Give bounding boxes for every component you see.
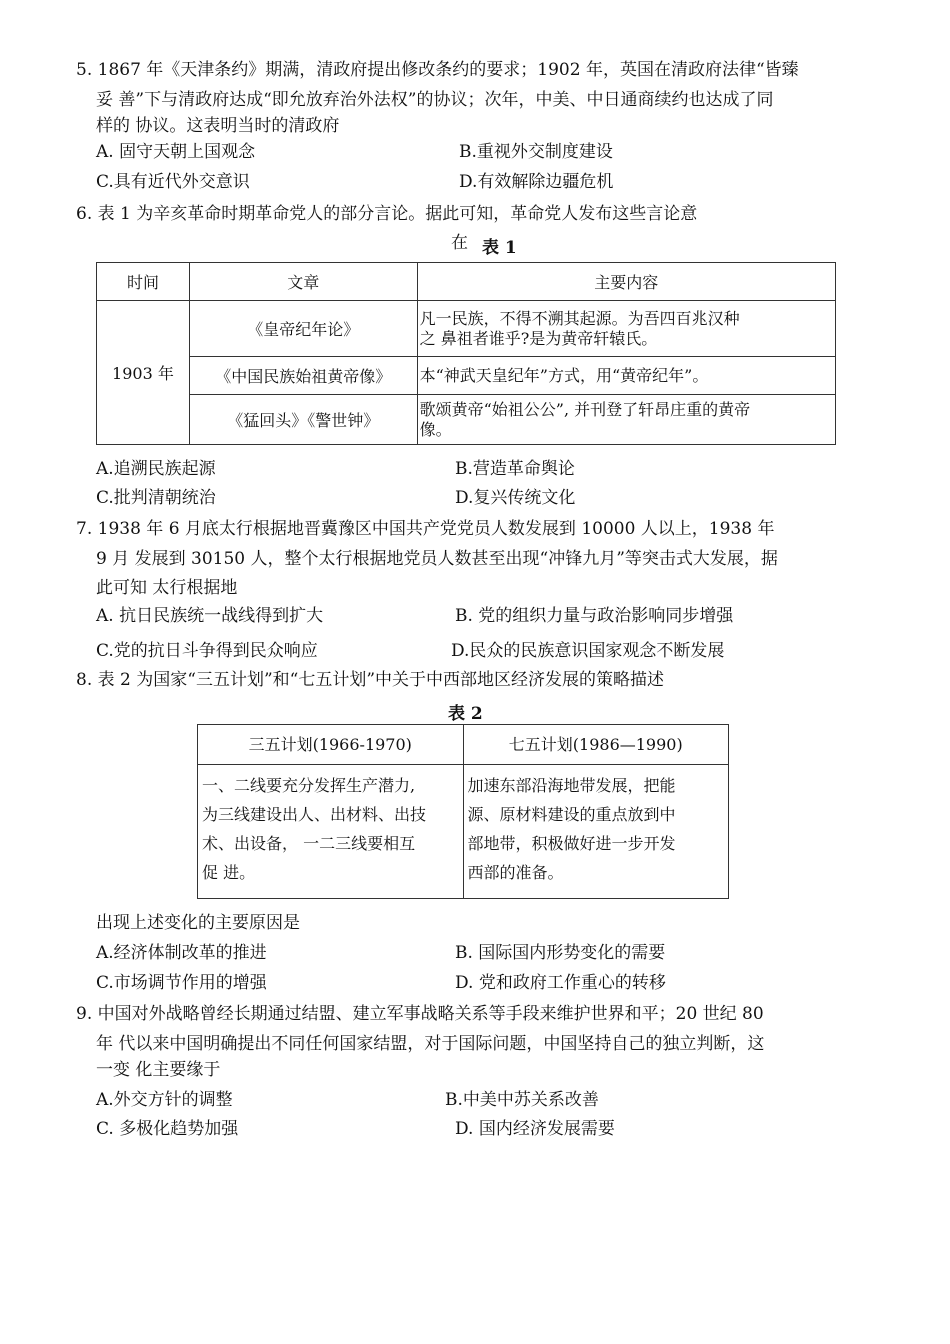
q5-option-a[interactable]: A. 固守天朝上国观念 xyxy=(96,142,256,162)
q9-option-c[interactable]: C. 多极化趋势加强 xyxy=(96,1119,239,1139)
q6-stem-continuation: 在 xyxy=(451,233,468,253)
table-1-header-row xyxy=(97,263,836,301)
table-1-article: 《皇帝纪年论》 xyxy=(189,301,417,357)
table-1-content-line: 凡一民族，不得不溯其起源。为吾四百兆汉种 xyxy=(419,308,740,328)
table-1-article: 《中国民族始祖黄帝像》 xyxy=(189,357,417,395)
table-1-header-content: 主要内容 xyxy=(417,263,835,301)
table-1-content: 本“神武天皇纪年”方式，用“黄帝纪年”。 xyxy=(417,357,835,395)
q7-stem-line-3: 此可知 太行根据地 xyxy=(96,578,238,598)
q7-stem-line-1: 7. 1938 年 6 月底太行根据地晋冀豫区中国共产党党员人数发展到 10000 人以上，1938 年 xyxy=(76,519,775,539)
table-row xyxy=(97,301,836,357)
table-1-content xyxy=(417,395,835,445)
table-2-right-line: 西部的准备。 xyxy=(467,863,564,882)
table-2-right-cell xyxy=(463,765,729,899)
q9-stem-line-3: 一变 化主要缘于 xyxy=(96,1060,221,1080)
table-1-caption: 表 1 xyxy=(482,238,517,258)
table-1-year: 1903 年 xyxy=(97,301,190,445)
table-1-content-line: 歌颂黄帝“始祖公公”, 并刊登了轩昂庄重的黄帝 xyxy=(419,399,751,419)
table-2-left-line: 为三线建设出人、出材料、出技 xyxy=(202,805,427,824)
q8-option-d[interactable]: D. 党和政府工作重心的转移 xyxy=(455,973,666,993)
q6-option-d[interactable]: D.复兴传统文化 xyxy=(455,488,576,508)
table-2-left-line: 促 进。 xyxy=(202,863,256,882)
table-2-caption: 表 2 xyxy=(448,704,483,724)
q9-option-d[interactable]: D. 国内经济发展需要 xyxy=(455,1119,615,1139)
q5-option-c[interactable]: C.具有近代外交意识 xyxy=(96,172,250,192)
table-2-header-left: 三五计划(1966-1970) xyxy=(198,725,464,765)
q6-option-a[interactable]: A.追溯民族起源 xyxy=(96,459,216,479)
q9-option-a[interactable]: A.外交方针的调整 xyxy=(96,1090,233,1110)
table-row xyxy=(198,765,729,899)
table-2-left-line: 术、出设备， 一二三线要相互 xyxy=(202,834,416,853)
q5-stem-line-1: 5. 1867 年《天津条约》期满，清政府提出修改条约的要求；1902 年，英国在清政府法律“皆臻 xyxy=(76,60,799,80)
table-row xyxy=(97,395,836,445)
table-1-content xyxy=(417,301,835,357)
q8-follow-up: 出现上述变化的主要原因是 xyxy=(96,913,300,933)
q7-option-d[interactable]: D.民众的民族意识国家观念不断发展 xyxy=(451,641,725,661)
table-2-header-right: 七五计划(1986—1990) xyxy=(463,725,729,765)
q7-option-c[interactable]: C.党的抗日斗争得到民众响应 xyxy=(96,641,318,661)
q9-stem-line-2: 年 代以来中国明确提出不同任何国家结盟，对于国际问题，中国坚持自己的独立判断，这 xyxy=(96,1034,765,1054)
q6-option-b[interactable]: B.营造革命舆论 xyxy=(455,459,575,479)
q9-option-b[interactable]: B.中美中苏关系改善 xyxy=(445,1090,599,1110)
table-2-right-line: 加速东部沿海地带发展，把能 xyxy=(467,776,676,795)
table-1-header-article: 文章 xyxy=(189,263,417,301)
q5-option-d[interactable]: D.有效解除边疆危机 xyxy=(459,172,614,192)
table-2-right-line: 源、原材料建设的重点放到中 xyxy=(467,805,676,824)
table-1-content-line: 像。 xyxy=(419,419,452,439)
q7-stem-line-2: 9 月 发展到 30150 人，整个太行根据地党员人数甚至出现“冲锋九月”等突击式大发展，据 xyxy=(96,549,778,569)
table-1-header-time: 时间 xyxy=(97,263,190,301)
table-2 xyxy=(197,724,729,899)
q5-stem-line-3: 样的 协议。这表明当时的清政府 xyxy=(96,116,340,136)
q8-option-b[interactable]: B. 国际国内形势变化的需要 xyxy=(455,943,666,963)
table-2-right-line: 部地带，积极做好进一步开发 xyxy=(467,834,676,853)
q8-option-a[interactable]: A.经济体制改革的推进 xyxy=(96,943,267,963)
q5-option-b[interactable]: B.重视外交制度建设 xyxy=(459,142,613,162)
table-row xyxy=(97,357,836,395)
q8-option-c[interactable]: C.市场调节作用的增强 xyxy=(96,973,267,993)
table-2-left-cell xyxy=(198,765,464,899)
q9-stem-line-1: 9. 中国对外战略曾经长期通过结盟、建立军事战略关系等手段来维护世界和平；20 世纪 80 xyxy=(76,1004,764,1024)
table-1-article: 《猛回头》《警世钟》 xyxy=(189,395,417,445)
table-2-header-row xyxy=(198,725,729,765)
table-1 xyxy=(96,262,836,445)
q7-option-a[interactable]: A. 抗日民族统一战线得到扩大 xyxy=(96,606,324,626)
q6-stem: 6. 表 1 为辛亥革命时期革命党人的部分言论。据此可知，革命党人发布这些言论意 xyxy=(76,204,698,224)
q5-stem-line-2: 妥 善”下与清政府达成“即允放弃治外法权”的协议；次年，中美、中日通商续约也达成了同 xyxy=(96,90,774,110)
q6-option-c[interactable]: C.批判清朝统治 xyxy=(96,488,216,508)
table-2-left-line: 一、二线要充分发挥生产潜力, xyxy=(202,776,416,795)
table-1-content-line: 之 鼻祖者谁乎?是为黄帝轩辕氏。 xyxy=(419,328,658,348)
q7-option-b[interactable]: B. 党的组织力量与政治影响同步增强 xyxy=(455,606,734,626)
q8-stem: 8. 表 2 为国家“三五计划”和“七五计划”中关于中西部地区经济发展的策略描述 xyxy=(76,670,665,690)
